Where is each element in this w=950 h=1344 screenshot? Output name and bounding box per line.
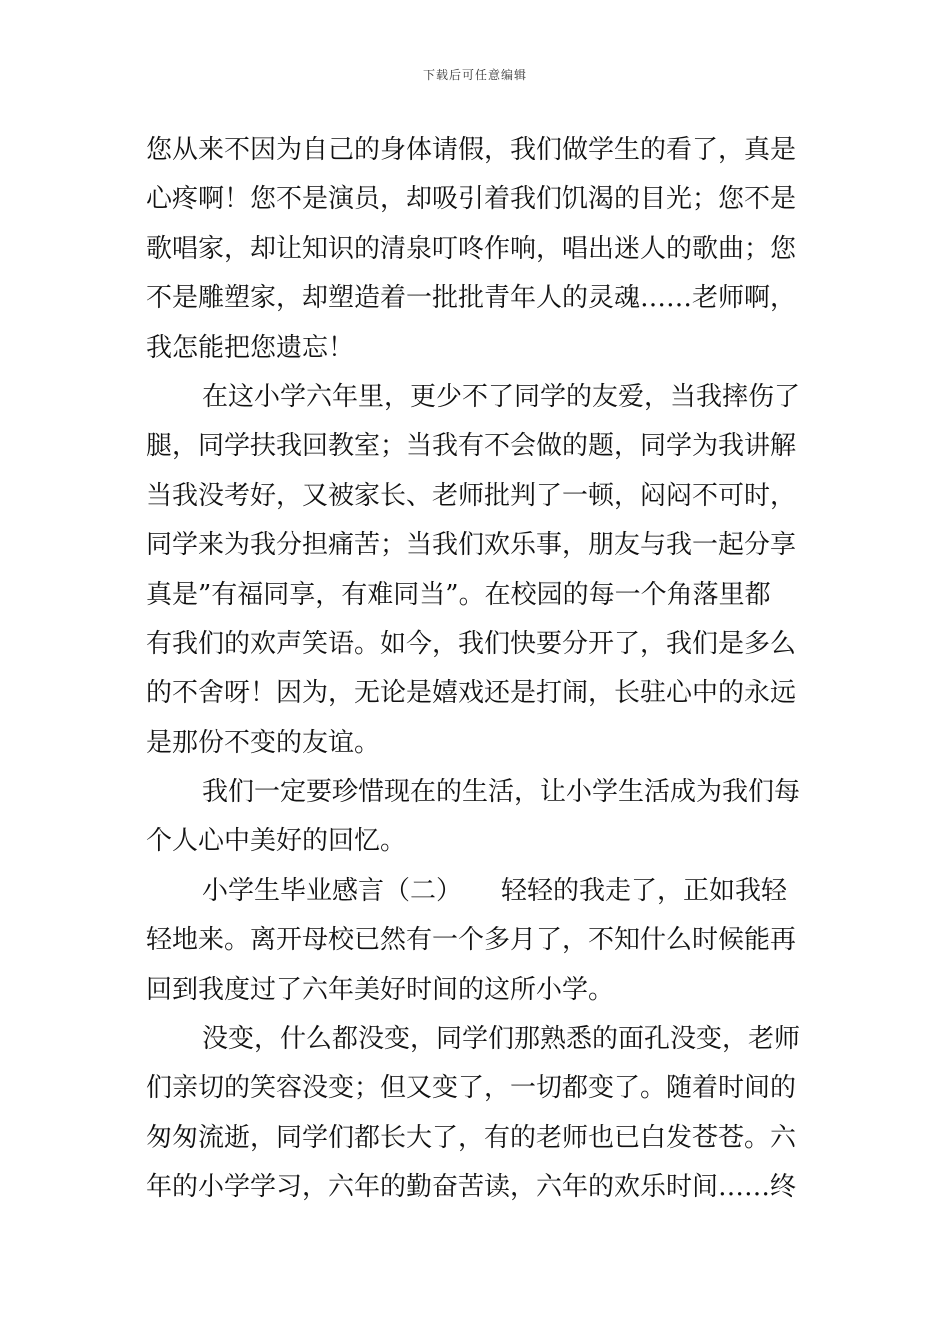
text-line: 没变，什么都没变，同学们那熟悉的面孔没变，老师 — [202, 1024, 801, 1055]
text-line: 您从来不因为自己的身体请假，我们做学生的看了，真是 — [146, 135, 797, 165]
text-line: 个人心中美好的回忆。 — [146, 826, 407, 857]
document-body — [146, 126, 811, 1213]
text-line: 我们一定要珍惜现在的生活，让小学生活成为我们每 — [202, 777, 801, 808]
text-line: 匆匆流逝，同学们都长大了，有的老师也已白发苍苍。六 — [146, 1122, 797, 1153]
text-line: 真是”有福同享，有难同当”。在校园的每一个角落里都 — [146, 579, 771, 610]
text-line: 歌唱家，却让知识的清泉叮咚作响，唱出迷人的歌曲；您 — [146, 233, 797, 264]
text-line: 的不舍呀！因为，无论是嬉戏还是打闹，长驻心中的永远 — [146, 678, 797, 709]
text-line: 腿，同学扶我回教室；当我有不会做的题，同学为我讲解 — [146, 431, 797, 462]
text-line: 是那份不变的友谊。 — [146, 727, 381, 758]
text-line: 轻地来。离开母校已然有一个多月了，不知什么时候能再 — [146, 925, 797, 956]
text-line: 同学来为我分担痛苦；当我们欢乐事，朋友与我一起分享 — [146, 530, 797, 561]
text-line: 们亲切的笑容没变；但又变了，一切都变了。随着时间的 — [146, 1073, 797, 1104]
text-line: 有我们的欢声笑语。如今，我们快要分开了，我们是多么 — [146, 628, 797, 659]
text-line: 回到我度过了六年美好时间的这所小学。 — [146, 974, 615, 1005]
text-line: 在这小学六年里，更少不了同学的友爱，当我摔伤了 — [202, 381, 801, 412]
text-line: 不是雕塑家，却塑造着一批批青年人的灵魂……老师啊， — [146, 283, 797, 314]
text-line: 心疼啊！您不是演员，却吸引着我们饥渴的目光；您不是 — [146, 184, 797, 215]
text-line: 当我没考好，又被家长、老师批判了一顿，闷闷不可时， — [146, 480, 797, 511]
text-line: 小学生毕业感言（二） 轻轻的我走了，正如我轻 — [202, 875, 788, 906]
text-line: 年的小学学习，六年的勤奋苦读，六年的欢乐时间……终 — [146, 1172, 797, 1203]
text-line: 我怎能把您遗忘！ — [146, 332, 355, 363]
page-header: 下载后可任意编辑 — [422, 68, 527, 82]
